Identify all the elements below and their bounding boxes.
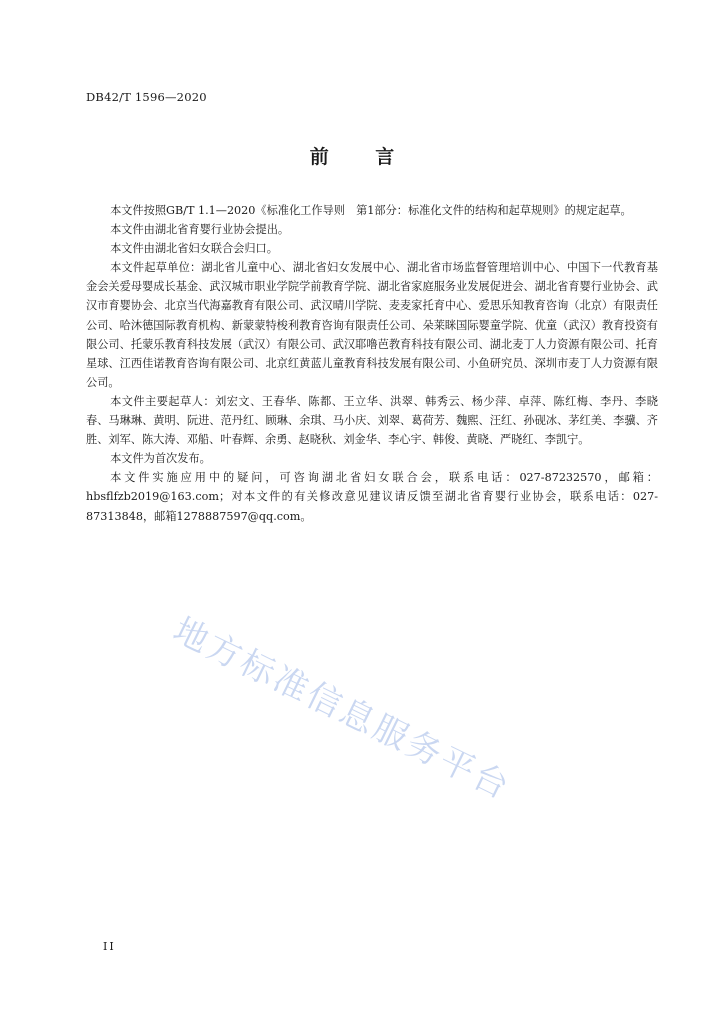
- paragraph-first-release: 本文件为首次发布。: [110, 452, 211, 466]
- foreword-body: [86, 201, 658, 526]
- paragraph-contact: 本文件实施应用中的疑问，可咨询湖北省妇女联合会，联系电话：027-87232570，邮箱：hbsflfzb2019@163.com；对本文件的有关修改意见建议请反馈至湖北省育婴行业协会，联系电话：027-87313848，邮箱1278887597@qq.com。: [86, 471, 658, 523]
- page-number: II: [103, 940, 116, 953]
- paragraph-proposer: 本文件由湖北省育婴行业协会提出。: [110, 223, 290, 237]
- watermark: 地方标准信息服务平台: [166, 610, 518, 809]
- paragraph-drafting-units: 本文件起草单位：湖北省儿童中心、湖北省妇女发展中心、湖北省市场监督管理培训中心、中国下一代教育基金会关爱母婴成长基金、武汉城市职业学院学前教育学院、湖北省家庭服务业发展促进会、湖北省育婴行业协会、武汉市育婴协会、北京当代海嘉教育有限公司、武汉晴川学院、麦麦家托育中心、爱思乐知教育咨询（北京）有限责任公司、哈沐德国际教育机构、新蒙蒙特梭利教育咨询有限责任公司、朵莱眯国际婴童学院、优童（武汉）教育投资有限公司、托蒙乐教育科技发展（武汉）有限公司、武汉耶噜芭教育科技有限公司、湖北麦丁人力资源有限公司、托育星球、江西佳诺教育咨询有限公司、北京红黄蓝儿童教育科技发展有限公司、小鱼研究员、深圳市麦丁人力资源有限公司。: [86, 261, 658, 389]
- paragraph-administrator: 本文件由湖北省妇女联合会归口。: [110, 242, 278, 256]
- document-code: DB42/T 1596—2020: [86, 90, 207, 104]
- paragraph-drafting-basis: 本文件按照GB/T 1.1—2020《标准化工作导则 第1部分：标准化文件的结构和起草规则》的规定起草。: [110, 204, 632, 217]
- section-title: 前 言: [309, 146, 415, 168]
- paragraph-drafters: 本文件主要起草人：刘宏文、王春华、陈都、王立华、洪翠、韩秀云、杨少萍、卓萍、陈红梅、李丹、李晓春、马琳琳、黄明、阮进、范丹红、顾琳、余琪、马小庆、刘翠、葛荷芳、魏熙、汪红、孙砚冰、茅红美、李骥、齐胜、刘军、陈大涛、邓船、叶春辉、余勇、赵晓秋、刘金华、李心宇、韩俊、黄晓、严晓红、李凯宁。: [86, 394, 658, 447]
